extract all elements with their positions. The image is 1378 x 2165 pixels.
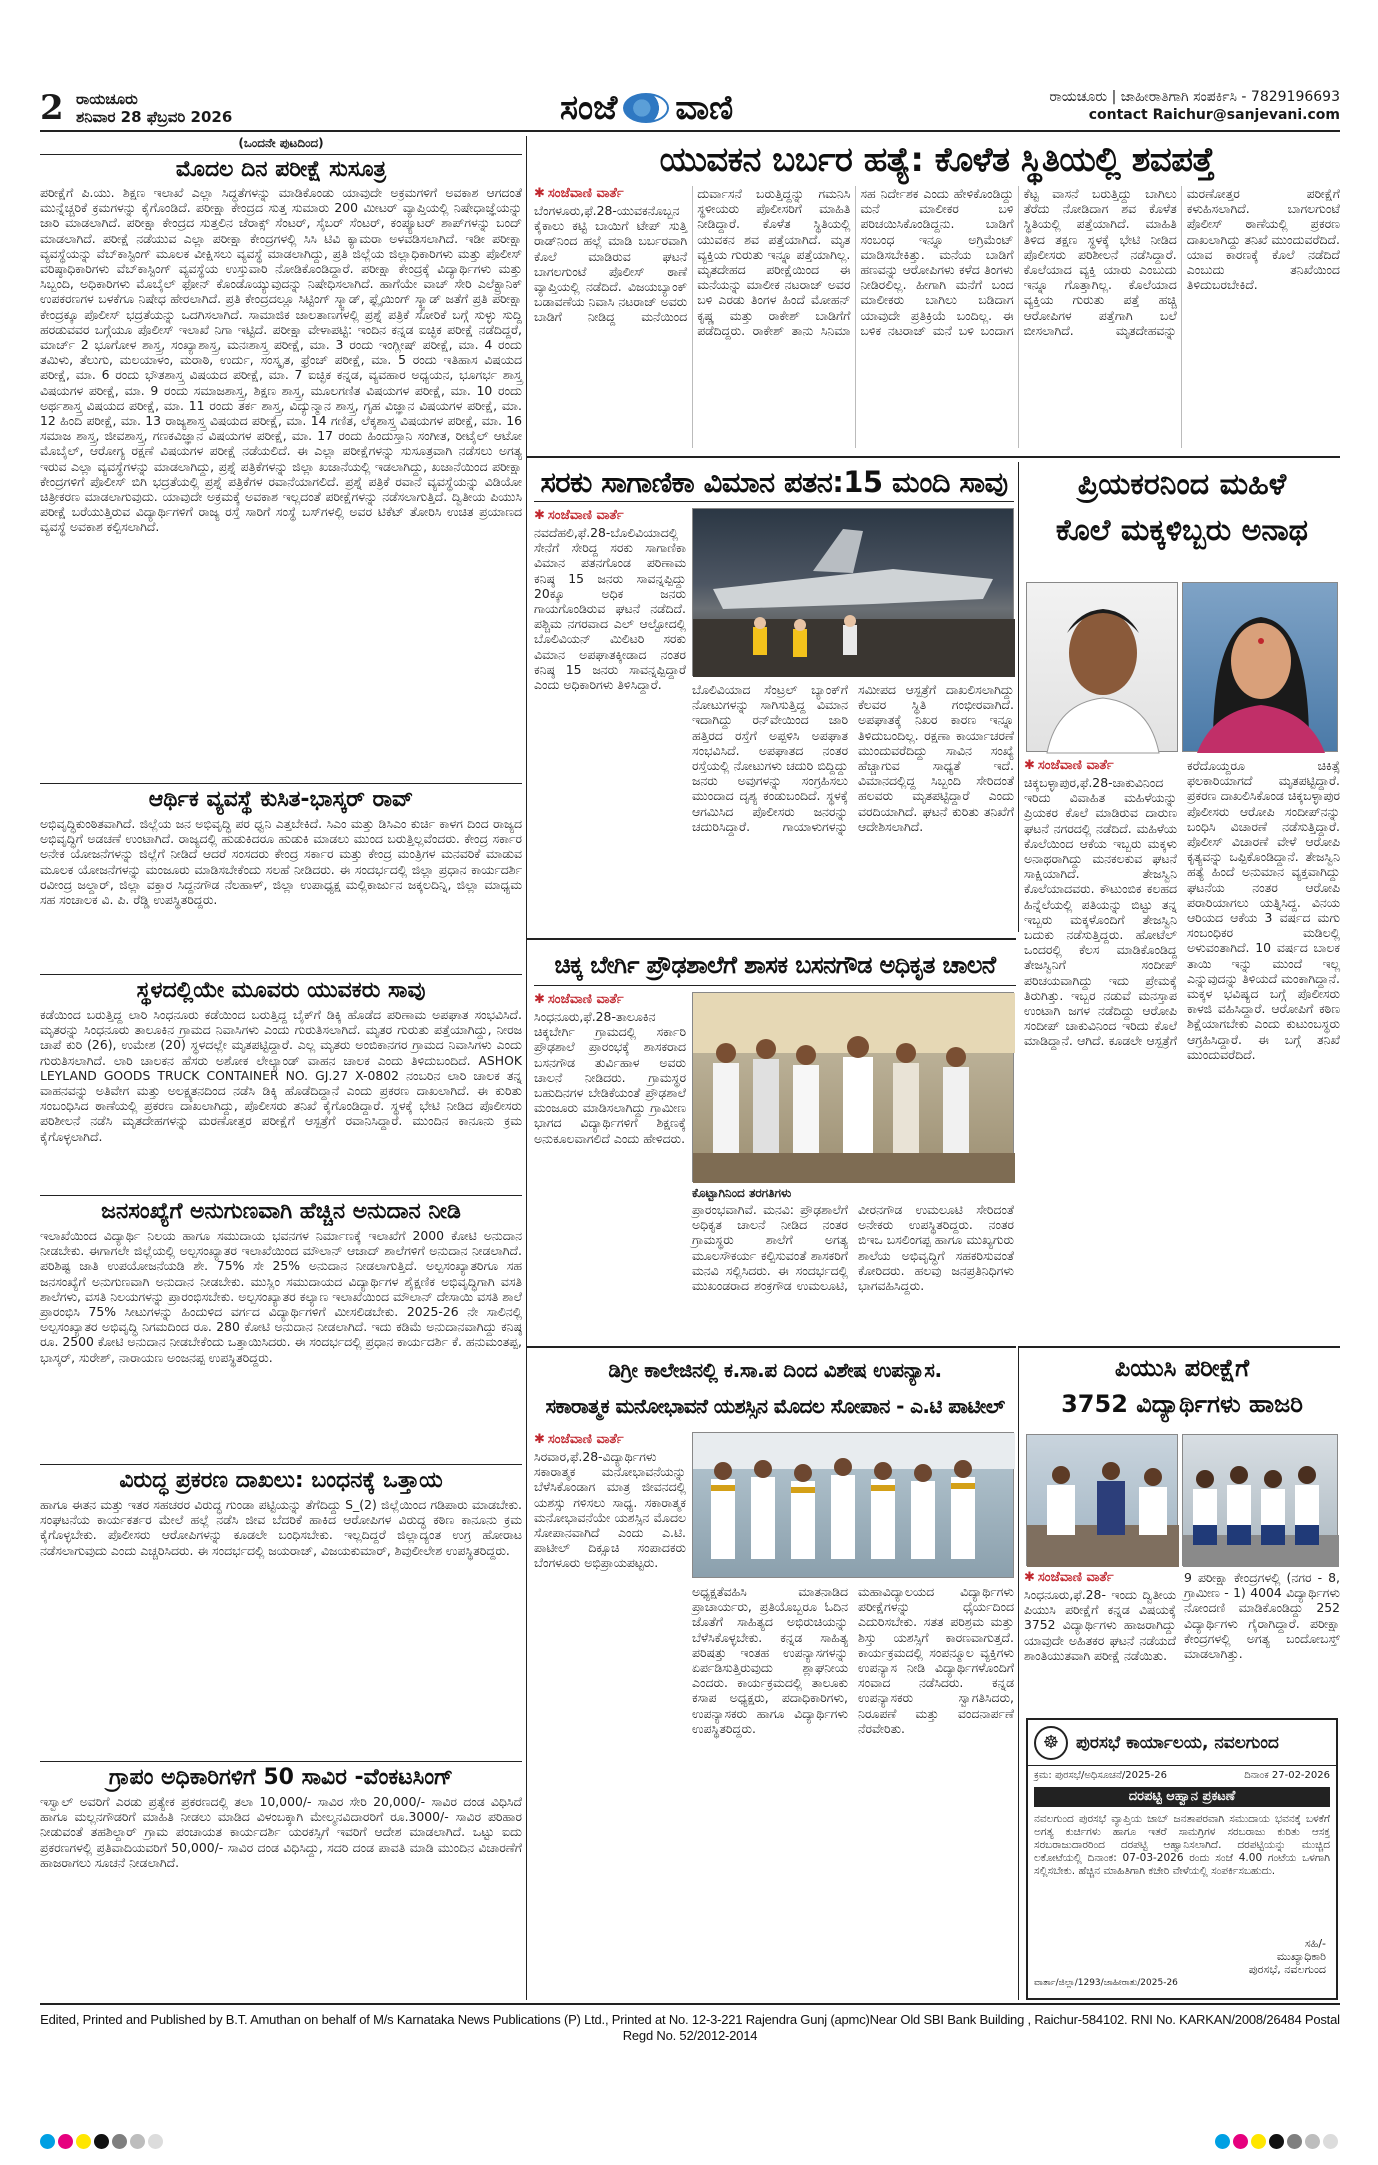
lecture-body-1: ಸಿರವಾರ,ಫೆ.28-ವಿದ್ಯಾರ್ಥಿಗಳು ಸಕಾರಾತ್ಮಕ ಮನೋಭಾವನೆಯನ್ನು ಬೆಳೆಸಿಕೊಂಡಾಗ ಮಾತ್ರ ಜೀವನದಲ್ಲಿ ಯಶಸ್ಸು ಗಳಿಸಲು ಸಾಧ್ಯ. ಸಕಾರಾತ್ಮಕ ಮನೋಭಾವನೆಯೇ ಯಶಸ್ಸಿನ ಮೊದಲ ಸೋಪಾನವಾಗಿದೆ ಎಂದು ಎ.ಟಿ. ಪಾಟೀಲ್ ದಿಕ್ಸೂಚಿ ಸಂಪಾದಕರು ಬೆಂಗಳೂರು ಅಭಿಪ್ರಾಯಪಟ್ಟರು. [534, 1449, 686, 1571]
headline-lover-2: ಕೊಲೆ ಮಕ್ಕಳಿಬ್ಬರು ಅನಾಥ [1055, 513, 1309, 548]
headline-school: ಚಿಕ್ಕ ಬೇರ್ಗಿ ಪ್ರೌಢಶಾಲೆಗೆ ಶಾಸಕ ಬಸನಗೌಡ ಅಧಿಕೃತ ಚಾಲನೆ [554, 951, 996, 979]
edition-date [76, 90, 232, 126]
swatch-yellow [76, 2134, 91, 2149]
date: ಶನಿವಾರ 28 ಫೆಬ್ರವರಿ 2026 [76, 108, 233, 126]
exam-hall-illustration [1027, 1435, 1179, 1567]
plane-crash-photo [692, 508, 1014, 676]
puc-photo-1 [1026, 1434, 1178, 1566]
municipal-notice [1026, 1718, 1338, 2000]
school-col2 [692, 1202, 1014, 1342]
imprint-line: Edited, Printed and Published by B.T. Amuthan on behalf of M/s Karnataka News Publications (P) Ltd., Printed at No. 12-3-221 Rajendra Gunj (apmc)Near Old SBI Bank Building , Raichur-584102. RNI No. KARKAN/2008/26484 Postal Regd No. 52/2012-2014 [40, 2012, 1340, 2043]
article-lover-body: ಚಿಕ್ಕಬಳ್ಳಾಪುರ,ಫೆ.28-ಚಾಕುವಿನಿಂದ ಇರಿದು ವಿವಾಹಿತ ಮಹಿಳೆಯನ್ನು ಪ್ರಿಯಕರ ಕೊಲೆ ಮಾಡಿರುವ ದಾರುಣ ಘಟನೆ ನಗರದಲ್ಲಿ ನಡೆದಿದೆ. ಮಹಿಳೆಯ ಕೊಲೆಯಿಂದ ಆಕೆಯ ಇಬ್ಬರು ಮಕ್ಕಳು ಅನಾಥರಾಗಿದ್ದು ಮನಕಲಕುವ ಘಟನೆ ಸಾಕ್ಷಿಯಾಗಿದೆ. ತೇಜಸ್ವಿನಿ ಕೊಲೆಯಾದವರು. ಕೌಟುಂಬಿಕ ಕಲಹದ ಹಿನ್ನೆಲೆಯಲ್ಲಿ ಪತಿಯನ್ನು ಬಿಟ್ಟು ತನ್ನ ಇಬ್ಬರು ಮಕ್ಕಳೊಂದಿಗೆ ತೇಜಸ್ವಿನಿ ಬದುಕು ನಡೆಸುತ್ತಿದ್ದರು. ಹೋಟೆಲ್ ಒಂದರಲ್ಲಿ ಕೆಲಸ ಮಾಡಿಕೊಂಡಿದ್ದ ತೇಜಸ್ವಿನಿಗೆ ಸಂದೀಪ್ ಪರಿಚಯವಾಗಿದ್ದು ಇದು ಪ್ರೇಮಕ್ಕೆ ತಿರುಗಿತ್ತು. ಇಬ್ಬರ ನಡುವೆ ಮನಸ್ತಾಪ ಉಂಟಾಗಿ ಜಗಳ ನಡೆದಿದ್ದು ಆರೋಪಿ ಸಂದೀಪ್ ಚಾಕುವಿನಿಂದ ಇರಿದು ಕೊಲೆ ಮಾಡಿದ್ದಾನೆ. ಆಗಿದೆ. ಕೂಡಲೇ ಆಸ್ಪತ್ರೆಗೆ ಕರೆದೊಯ್ದರೂ ಚಿಕಿತ್ಸೆ ಫಲಕಾರಿಯಾಗದೆ ಮೃತಪಟ್ಟಿದ್ದಾರೆ. ಪ್ರಕರಣ ದಾಖಲಿಸಿಕೊಂಡ ಚಿಕ್ಕಬಳ್ಳಾಪುರ ಪೊಲೀಸರು ಆರೋಪಿ ಸಂದೀಪ್‌ನನ್ನು ಬಂಧಿಸಿ ವಿಚಾರಣೆ ನಡೆಸುತ್ತಿದ್ದಾರೆ. ಪೊಲೀಸ್ ವಿಚಾರಣೆ ವೇಳೆ ಆರೋಪಿ ಕೃತ್ಯವನ್ನು ಒಪ್ಪಿಕೊಂಡಿದ್ದಾನೆ. ತೇಜಸ್ವಿನಿ ಹತ್ಯೆ ಹಿಂದೆ ಅನುಮಾನ ವ್ಯಕ್ತವಾಗಿದ್ದು ಘಟನೆಯ ನಂತರ ಆರೋಪಿ ಪರಾರಿಯಾಗಲು ಯತ್ನಿಸಿದ್ದ. ವಿನಯ ಆರಿಯದ ಆಕೆಯ 3 ವರ್ಷದ ಮಗು ಸಂಬಂಧಿಕರ ಮಡಿಲಲ್ಲಿ ಅಳುವಂತಾಗಿದೆ. 10 ವರ್ಷದ ಬಾಲಕ ತಾಯಿ ಇನ್ನು ಮುಂದೆ ಇಲ್ಲ ಎನ್ನುವುದನ್ನು ತಿಳಿಯದೆ ಮಂಕಾಗಿದ್ದಾನೆ. ಮಕ್ಕಳ ಭವಿಷ್ಯದ ಬಗ್ಗೆ ಪೊಲೀಸರು ಕಾಳಜಿ ವಹಿಸಿದ್ದಾರೆ. ಆರೋಪಿಗೆ ಕಠಿಣ ಶಿಕ್ಷೆಯಾಗಬೇಕು ಎಂದು ಕುಟುಂಬಸ್ಥರು ಆಗ್ರಹಿಸಿದ್ದಾರೆ. ಈ ಬಗ್ಗೆ ತನಿಖೆ ಮುಂದುವರೆದಿದೆ. [1024, 758, 1340, 1062]
notice-header [1028, 1720, 1336, 1766]
star-icon: ✱ [534, 186, 545, 201]
lecture-body-2: ಅಧ್ಯಕ್ಷತೆವಹಿಸಿ ಮಾತನಾಡಿದ ಪ್ರಾಚಾರ್ಯರು, ಪ್ರತಿಯೊಬ್ಬರೂ ಓದಿನ ಜೊತೆಗೆ ಸಾಹಿತ್ಯದ ಅಭಿರುಚಿಯನ್ನು ಬೆಳೆಸಿಕೊಳ್ಳಬೇಕು. ಕನ್ನಡ ಸಾಹಿತ್ಯ ಪರಿಷತ್ತು ಇಂತಹ ಉಪನ್ಯಾಸಗಳನ್ನು ಏರ್ಪಡಿಸುತ್ತಿರುವುದು ಶ್ಲಾಘನೀಯ ಎಂದರು. ಕಾರ್ಯಕ್ರಮದಲ್ಲಿ ತಾಲೂಕು ಕಸಾಪ ಅಧ್ಯಕ್ಷರು, ಪದಾಧಿಕಾರಿಗಳು, ಉಪನ್ಯಾಸಕರು ಹಾಗೂ ವಿದ್ಯಾರ್ಥಿಗಳು ಉಪಸ್ಥಿತರಿದ್ದರು. [692, 1584, 848, 1736]
swatch-black [94, 2134, 109, 2149]
school-photo-caption: ಕೊಟ್ಟಾಗಿನಿಂದ ತರಗತಿಗಳು [692, 1186, 792, 1200]
article-economy-body: ಅಭಿವೃದ್ಧಿಕುಂಠಿತವಾಗಿದೆ. ಜಿಲ್ಲೆಯ ಜನ ಅಭಿವೃದ್ಧಿ ಪರ ಧ್ವನಿ ಎತ್ತಬೇಕಿದೆ. ಸಿಎಂ ಮತ್ತು ಡಿಸಿಎಂ ಕುರ್ಚಿ ಕಾಳಗ ದಿಂದ ರಾಜ್ಯದ ಅಭಿವೃದ್ಧಿಗೆ ಅಡಚಣೆ ಉಂಟಾಗಿದೆ. ರಾಜ್ಯದಲ್ಲಿ ಹುಡುಕಿದರೂ ಹುಡುಕಿ ಮಾಡಲು ಮುಂದ ಬರುತ್ತಿಲ್ಲವೆಂದರು. ಕೇಂದ್ರ ಸರ್ಕಾರ ಅನೇಕ ಯೋಜನೆಗಳನ್ನು ಜಿಲ್ಲೆಗೆ ನೀಡಿದೆ ಆದರೆ ಸಂಸದರು ಕೇಂದ್ರ ಸರ್ಕಾರ ಮತ್ತು ಕೇಂದ್ರ ಮಂತ್ರಿಗಳ ಮನವರಿಕೆ ಮಾಡುವ ಮೂಲಕ ಯೋಜನೆಗಳನ್ನು ಮಂಜೂರು ಮಾಡಿಸಬೇಕೆಂದು ಸಲಹೆ ನೀಡಿದರು. ಈ ಸಂದರ್ಭದಲ್ಲಿ ಜಿಲ್ಲಾ ಪ್ರಧಾನ ಕಾರ್ಯದರ್ಶಿ ರವೀಂದ್ರ ಜಲ್ದಾರ್, ಜಿಲ್ಲಾ ವಕ್ತಾರ ಸಿದ್ದನಗೌಡ ನೆಲಹಾಳ್, ಜಿಲ್ಲಾ ಉಪಾಧ್ಯಕ್ಷ ಮಲ್ಲಿಕಾರ್ಜುನ ಜಕ್ಕಲದಿನ್ನಿ, ಜಿಲ್ಲಾ ಮಾಧ್ಯಮ ಸಹ ಸಂಚಾಲಕ ವಿ. ಪಿ. ರೆಡ್ಡಿ ಉಪಸ್ಥಿತರಿದ್ದರು. [40, 816, 522, 908]
logo-text-1: ಸಂಜೆ [560, 88, 618, 128]
lecture-photo [692, 1432, 1014, 1578]
article-exam-body: ಪರೀಕ್ಷೆಗೆ ಪಿ.ಯು. ಶಿಕ್ಷಣ ಇಲಾಖೆ ಎಲ್ಲಾ ಸಿದ್ಧತೆಗಳನ್ನು ಮಾಡಿಕೊಂಡು ಯಾವುದೇ ಅಕ್ರಮಗಳಿಗೆ ಅವಕಾಶ ಆಗದಂತೆ ಮುನ್ನೆಚ್ಚರಿಕೆ ಕ್ರಮಗಳನ್ನು ಕೈಗೊಂಡಿದೆ. ಪರೀಕ್ಷಾ ಕೇಂದ್ರದ ಸುತ್ತ ಸುಮಾರು 200 ಮೀಟರ್ ವ್ಯಾಪ್ತಿಯಲ್ಲಿ ನಿಷೇಧಾಜ್ಞೆಯನ್ನು ಜಾರಿ ಮಾಡಲಾಗಿದೆ. ಪರೀಕ್ಷಾ ಕೇಂದ್ರದ ಸುತ್ತಲಿನ ಜೆರಾಕ್ಸ್ ಸೆಂಟರ್, ಸೈಬರ್ ಸೆಂಟರ್, ಕಂಪ್ಯೂಟರ್ ಶಾಪ್‌ಗಳನ್ನು ಬಂದ್ ಮಾಡಲಾಗಿದೆ. ಪರೀಕ್ಷೆ ನಡೆಯುವ ಎಲ್ಲಾ ಪರೀಕ್ಷಾ ಕೇಂದ್ರಗಳಲ್ಲಿ ಸಿಸಿ ಟಿವಿ ಕ್ಯಾಮರಾ ಅಳವಡಿಸಲಾಗಿದೆ. ಇಡೀ ಪರೀಕ್ಷಾ ವ್ಯವಸ್ಥೆಯನ್ನು ವೆಬ್‌ಕಾಸ್ಟಿಂಗ್ ಮೂಲಕ ವೀಕ್ಷಿಸಲು ವ್ಯವಸ್ಥೆ ಮಾಡಲಾಗಿದ್ದು, ಪ್ರತಿ ಜಿಲ್ಲೆಯ ಜಿಲ್ಲಾಧಿಕಾರಿಗಳು ಮತ್ತು ಪೊಲೀಸ್ ವರಿಷ್ಠಾಧಿಕಾರಿಗಳು ವೆಬ್‌ಕಾಸ್ಟಿಂಗ್ ವ್ಯವಸ್ಥೆಯ ಉಸ್ತುವಾರಿ ನೋಡಿಕೊಂಡಿದ್ದಾರೆ. ಪರೀಕ್ಷಾ ಕೇಂದ್ರಕ್ಕೆ ವಿದ್ಯಾರ್ಥಿಗಳು ಮತ್ತು ಸಿಬ್ಬಂದಿ, ಅಧಿಕಾರಿಗಳು ಮೊಬೈಲ್ ಫೋನ್ ಕೊಂಡೊಯ್ಯುವುದನ್ನು ನಿಷೇಧಿಸಲಾಗಿದೆ. ಹಾಗೆಯೇ ವಾಚ್ ಸೇರಿ ಎಲೆಕ್ಟ್ರಾನಿಕ್ ಉಪಕರಣಗಳ ಬಳಕೆಗೂ ನಿಷೇಧ ಹೇರಲಾಗಿದೆ. ಪ್ರತಿ ಕೇಂದ್ರದಲ್ಲೂ ಸಿಟ್ಟಿಂಗ್ ಸ್ಕ್ವಾಡ್, ಫ್ಲೈಯಿಂಗ್ ಸ್ಕ್ವಾಡ್ ಜತೆಗೆ ಪ್ರತಿ ಪರೀಕ್ಷಾ ಕೇಂದ್ರಕ್ಕೂ ಪೊಲೀಸ್ ಭದ್ರತೆಯನ್ನು ಒದಗಿಸಲಾಗಿದೆ. ಸಾಮಾಜಿಕ ಜಾಲತಾಣಗಳಲ್ಲಿ ಪ್ರಶ್ನೆ ಪತ್ರಿಕೆ ಸೋರಿಕೆ ಬಗ್ಗೆ ಸುಳ್ಳು ಸುದ್ದಿ ಹರಡುವವರ ಬಗ್ಗೆಯೂ ಪೊಲೀಸ್ ಇಲಾಖೆ ನಿಗಾ ಇಟ್ಟಿದೆ. ಪರೀಕ್ಷಾ ವೇಳಾಪಟ್ಟಿ: ಇಂದಿನ ಕನ್ನಡ ಐಚ್ಛಿಕ ಪರೀಕ್ಷೆ ನಡೆದಿದ್ದರೆ, ಮಾರ್ಚ್ 2 ಭೂಗೋಳ ಶಾಸ್ತ್ರ, ಸಂಖ್ಯಾಶಾಸ್ತ್ರ, ಮನಃಶಾಸ್ತ್ರ ಪರೀಕ್ಷೆ, ಮಾ. 3 ರಂದು ಇಂಗ್ಲೀಷ್ ಪರೀಕ್ಷೆ, ಮಾ. 4 ರಂದು ತಮಿಳು, ತೆಲುಗು, ಮಲಯಾಳಂ, ಮರಾಠಿ, ಉರ್ದು, ಸಂಸ್ಕೃತ, ಫ್ರೆಂಚ್ ಪರೀಕ್ಷೆ, ಮಾ. 5 ರಂದು ಇತಿಹಾಸ ವಿಷಯದ ಪರೀಕ್ಷೆ, ಮಾ. 6 ರಂದು ಭೌತಶಾಸ್ತ್ರ ವಿಷಯದ ಪರೀಕ್ಷೆ, ಮಾ. 7 ಐಚ್ಛಿಕ ಕನ್ನಡ, ವ್ಯವಹಾರ ಅಧ್ಯಯನ, ಭೂಗರ್ಭ ಶಾಸ್ತ್ರ ವಿಷಯಗಳ ಪರೀಕ್ಷೆ, ಮಾ. 9 ರಂದು ಸಮಾಜಶಾಸ್ತ್ರ, ಶಿಕ್ಷಣ ಶಾಸ್ತ್ರ, ಮೂಲಗಣಿತ ವಿಷಯಗಳ ಪರೀಕ್ಷೆ, ಮಾ. 10 ರಂದು ಅರ್ಥಶಾಸ್ತ್ರ ವಿಷಯದ ಪರೀಕ್ಷೆ, ಮಾ. 11 ರಂದು ತರ್ಕ ಶಾಸ್ತ್ರ, ವಿದ್ಯುನ್ಮಾನ ಶಾಸ್ತ್ರ, ಗೃಹ ವಿಜ್ಞಾನ ವಿಷಯಗಳ ಪರೀಕ್ಷೆ, ಮಾ. 12 ಹಿಂದಿ ಪರೀಕ್ಷೆ, ಮಾ. 13 ರಾಜ್ಯಶಾಸ್ತ್ರ ವಿಷಯದ ಪರೀಕ್ಷೆ, ಮಾ. 14 ಗಣಿತ, ಲೆಕ್ಕಶಾಸ್ತ್ರ ವಿಷಯಗಳ ಪರೀಕ್ಷೆ, ಮಾ. 16 ಸಮಾಜ ಶಾಸ್ತ್ರ, ಜೀವಶಾಸ್ತ್ರ, ಗಣಕವಿಜ್ಞಾನ ವಿಷಯಗಳ ಪರೀಕ್ಷೆ, ಮಾ. 17 ರಂದು ಹಿಂದುಸ್ತಾನಿ ಸಂಗೀತ, ರೀಟೈಲ್ ಆಟೋ ಮೊಬೈಲ್, ಆರೋಗ್ಯ ರಕ್ಷಣೆ ವಿಷಯಗಳ ಪರೀಕ್ಷೆ ನಡೆಯಲಿದೆ. ಈ ಎಲ್ಲಾ ಪರೀಕ್ಷೆಗಳನ್ನು ಸುಸೂತ್ರವಾಗಿ ನಡೆಸಲು ಅಗತ್ಯ ಇರುವ ಎಲ್ಲಾ ವ್ಯವಸ್ಥೆಗಳನ್ನು ಮಾಡಲಾಗಿದ್ದು, ಪ್ರಶ್ನೆ ಪತ್ರಿಕೆಗಳನ್ನು ಜಿಲ್ಲಾ ಖಜಾನೆಯಲ್ಲಿ ಇಡಲಾಗಿದ್ದು, ಖಜಾನೆಯಿಂದ ಪರೀಕ್ಷಾ ಕೇಂದ್ರಗಳಿಗೆ ಪೊಲೀಸ್ ಬಿಗಿ ಭದ್ರತೆಯಲ್ಲಿ ಪ್ರಶ್ನೆ ಪತ್ರಿಕೆಗಳ ರವಾನೆಯಾಗಲಿದೆ. ಪ್ರಶ್ನೆ ಪತ್ರಿಕೆ ರವಾನೆ ವ್ಯವಸ್ಥೆಯನ್ನು ವಿಡಿಯೋ ಚಿತ್ರೀಕರಣ ಮಾಡಲಾಗುವುದು. ಯಾವುದೇ ಅಕ್ರಮಕ್ಕೆ ಅವಕಾಶ ಇಲ್ಲದಂತೆ ಪರೀಕ್ಷೆಗಳನ್ನು ನಡೆಸಲಾಗುತ್ತಿದೆ. ದ್ವಿತೀಯ ಪಿಯುಸಿ ಪರೀಕ್ಷೆ ಬರೆಯುತ್ತಿರುವ ವಿದ್ಯಾರ್ಥಿಗಳಿಗೆ ರಾಜ್ಯ ರಸ್ತೆ ಸಾರಿಗೆ ಸಂಸ್ಥೆ ಬಸ್‌ಗಳಲ್ಲಿ ಅವರ ಟಿಕೆಟ್ ತೋರಿಸಿ ಉಚಿತ ಪ್ರಯಾಣದ ವ್ಯವಸ್ಥೆ ಅವಕಾಶ ಕಲ್ಪಿಸಲಾಗಿದೆ. [40, 185, 522, 535]
article-accident-body: ಕಡೆಯಿಂದ ಬರುತ್ತಿದ್ದ ಲಾರಿ ಸಿಂಧನೂರು ಕಡೆಯಿಂದ ಬರುತ್ತಿದ್ದ ಬೈಕ್‌ಗೆ ಡಿಕ್ಕಿ ಹೊಡೆದ ಪರಿಣಾಮ ಅಪಘಾತ ಸಂಭವಿಸಿದೆ. ಮೃತರನ್ನು ಸಿಂಧನೂರು ತಾಲೂಕಿನ ಗ್ರಾಮದ ನಿವಾಸಿಗಳು ಎಂದು ಗುರುತಿಸಲಾಗಿದೆ. ಮೃತರ ಗುರುತು ಪತ್ತೆಯಾಗಿದ್ದು, ನೀರಜ ಚಾಪೆ ಕುರಿ (26), ಉಮೇಶ (20) ಸ್ಥಳದಲ್ಲೇ ಮೃತಪಟ್ಟಿದ್ದಾರೆ. ಎಲ್ಲ ಮೃತರು ಅಂಬಿಕಾನಗರ ಗ್ರಾಮದ ನಿವಾಸಿಗಳು ಎಂದು ಗುರುತಿಸಲಾಗಿದೆ. ಲಾರಿ ಚಾಲಕನ ಹೆಸರು ಅಶೋಕ ಲೇಲ್ಯಾಂಡ್ ವಾಹನ ಚಾಲಕ ಎಂದು ತಿಳಿದುಬಂದಿದೆ. ASHOK LEYLAND GOODS TRUCK CONTAINER NO. GJ.27 X-0802 ನಂಬರಿನ ಲಾರಿ ಚಾಲಕ ತನ್ನ ವಾಹನವನ್ನು ಅತಿವೇಗ ಮತ್ತು ಅಲಕ್ಷ್ಯತನದಿಂದ ನಡೆಸಿ ಡಿಕ್ಕಿ ಹೊಡೆದಿದ್ದಾನೆ ಎಂದು ಪ್ರಕರಣ ದಾಖಲಾಗಿದೆ. ಈ ಕುರಿತು ಸಂಬಂಧಿಸಿದ ಠಾಣೆಯಲ್ಲಿ ಪ್ರಕರಣ ದಾಖಲಾಗಿದ್ದು, ಪೊಲೀಸರು ತನಿಖೆ ಕೈಗೊಂಡಿದ್ದಾರೆ. ಸ್ಥಳಕ್ಕೆ ಭೇಟಿ ನೀಡಿದ ಪೊಲೀಸರು ಪರಿಶೀಲನೆ ನಡೆಸಿ ಮೃತದೇಹಗಳನ್ನು ಮರಣೋತ್ತರ ಪರೀಕ್ಷೆಗೆ ಆಸ್ಪತ್ರೆಗೆ ರವಾನಿಸಿದ್ದಾರೆ. ಮುಂದಿನ ಕಾನೂನು ಕ್ರಮ ಕೈಗೊಳ್ಳಲಾಗಿದೆ. [40, 1007, 522, 1144]
section-rule [526, 938, 1016, 940]
headline-plane-wrap [534, 462, 1014, 502]
headline-case: ವಿರುದ್ಧ ಪ್ರಕರಣ ದಾಖಲು: ಬಂಧನಕ್ಕೆ ಒತ್ತಾಯ [40, 1464, 522, 1497]
school-body-2: ಪ್ರಾರಂಭವಾಗಿವೆ. ಮನವಿ: ಪ್ರೌಢಶಾಲೆಗೆ ಅಧಿಕೃತ ಚಾಲನೆ ನೀಡಿದ ನಂತರ ಗ್ರಾಮಸ್ಥರು ಶಾಲೆಗೆ ಅಗತ್ಯ ಮೂಲಸೌಕರ್ಯ ಕಲ್ಪಿಸುವಂತೆ ಶಾಸಕರಿಗೆ ಮನವಿ ಸಲ್ಲಿಸಿದರು. ಈ ಸಂದರ್ಭದಲ್ಲಿ ಮುಖಂಡರಾದ ಶಂಕ್ರಗೌಡ ಉಮಲೂಟಿ, ವೀರನಗೌಡ ಉಮಲೂಟಿ ಸೇರಿದಂತೆ ಅನೇಕರು ಉಪಸ್ಥಿತರಿದ್ದರು. ನಂತರ ಬಿಇಒ ಬಸಲಿಂಗಪ್ಪ ಹಾಗೂ ಮುಖ್ಯಗುರು ಶಾಲೆಯ ಅಭಿವೃದ್ಧಿಗೆ ಸಹಕರಿಸುವಂತೆ ಕೋರಿದರು. ಹಲವು ಜನಪ್ರತಿನಿಧಿಗಳು ಭಾಗವಹಿಸಿದ್ದರು. [692, 1202, 1014, 1294]
article-fine-body: ಇಸ್ವಾಲ್ ಅವರಿಗೆ ಎರಡು ಪ್ರತ್ಯೇಕ ಪ್ರಕರಣದಲ್ಲಿ ತಲಾ 10,000/- ಸಾವಿರ ಸೇರಿ 20,000/- ಸಾವಿರ ದಂಡ ವಿಧಿಸಿದೆ ಹಾಗೂ ಮಲ್ಲನಗೌಡರಿಗೆ ಮಾಹಿತಿ ನೀಡಲು ಮಾಡಿದ ವಿಳಂಬಕ್ಕಾಗಿ ಮೇಲ್ಮನವಿದಾರರಿಗೆ ರೂ.3000/- ಸಾವಿರ ಪರಿಹಾರ ನೀಡುವಂತೆ ತಹಶಿಲ್ದಾರ್ ಗ್ರಾಮ ಪಂಚಾಯತ ಕಾರ್ಯದರ್ಶಿ ಯರಕಸ್ಸಿಗೆ ಇವರಿಗೆ ಆದೇಶ ಮಾಡಲಾಗಿದೆ. ಒಟ್ಟು ಐದು ಪ್ರಕರಣಗಳಲ್ಲಿ ಪ್ರತಿವಾದಿಯವರಿಗೆ 50,000/- ಸಾವಿರ ದಂಡ ವಿಧಿಸಿದ್ದು, ಸದರಿ ದಂಡ ಪಾವತಿ ಮಾಡಿ ಮುಂದಿನ ವಿಚಾರಣೆಗೆ ಹಾಜರಾಗಲು ಸೂಚನೆ ನೀಡಲಾಗಿದೆ. [40, 1794, 522, 1870]
article-murder [534, 186, 1340, 448]
headline-grant: ಜನಸಂಖ್ಯೆಗೆ ಅನುಗುಣವಾಗಿ ಹೆಚ್ಚಿನ ಅನುದಾನ ನೀಡಿ [40, 1195, 522, 1228]
school-body-1: ಸಿಂಧನೂರು,ಫೆ.28-ತಾಲೂಕಿನ ಚಿಕ್ಕಬೇರ್ಗಿ ಗ್ರಾಮದಲ್ಲಿ ಸರ್ಕಾರಿ ಪ್ರೌಢಶಾಲೆ ಪ್ರಾರಂಭಕ್ಕೆ ಶಾಸಕರಾದ ಬಸನಗೌಡ ತುರ್ವಿಹಾಳ ಅವರು ಚಾಲನೆ ನೀಡಿದರು. ಗ್ರಾಮಸ್ಥರ ಬಹುದಿನಗಳ ಬೇಡಿಕೆಯಂತೆ ಪ್ರೌಢಶಾಲೆ ಮಂಜೂರು ಮಾಡಿಸಲಾಗಿದ್ದು ಗ್ರಾಮೀಣ ಭಾಗದ ವಿದ್ಯಾರ್ಥಿಗಳಿಗೆ ಶಿಕ್ಷಣಕ್ಕೆ ಅನುಕೂಲವಾಗಲಿದೆ ಎಂದು ಹೇಳಿದರು. [534, 1009, 686, 1146]
school-col1 [534, 992, 686, 1342]
swatch-pale [148, 2134, 163, 2149]
registration-swatches-left [40, 2134, 163, 2149]
headline-accident: ಸ್ಥಳದಲ್ಲಿಯೇ ಮೂವರು ಯುವಕರು ಸಾವು [40, 974, 522, 1007]
left-column [40, 136, 522, 2000]
notice-date: ದಿನಾಂಕ 27-02-2026 [1244, 1770, 1330, 1781]
column-divider [1018, 1346, 1019, 2000]
plane-crash-illustration [693, 509, 1015, 677]
accused-photo [1026, 582, 1178, 752]
newspaper-logo [560, 88, 733, 128]
lecture-illustration [693, 1433, 1015, 1579]
byline-murder: ✱ ಸಂಜೆವಾಣಿ ವಾರ್ತೆ [534, 186, 624, 201]
byline-plane: ✱ ಸಂಜೆವಾಣಿ ವಾರ್ತೆ [534, 508, 624, 523]
byline-lover: ✱ ಸಂಜೆವಾಣಿ ವಾರ್ತೆ [1024, 758, 1114, 773]
notice-ref: ಕ್ರಮ: ಪುರಸಭೆ/ಅಧಿಸೂಚನೆ/2025-26 [1034, 1770, 1167, 1781]
masthead [40, 88, 1340, 132]
edition: ರಾಯಚೂರು [76, 90, 138, 108]
notice-signature: ಸಹಿ/- ಮುಖ್ಯಾಧಿಕಾರಿ ಪುರಸಭೆ, ನವಲಗುಂದ [1248, 1937, 1326, 1976]
man-portrait [1027, 583, 1179, 753]
footer-rule [40, 2003, 1340, 2005]
headline-exam: ಮೊದಲ ದಿನ ಪರೀಕ್ಷೆ ಸುಸೂತ್ರ [40, 154, 522, 185]
swatch-magenta [58, 2134, 73, 2149]
logo-bird-icon [623, 93, 669, 123]
woman-portrait [1183, 583, 1339, 753]
headline-murder: ಯುವಕನ ಬರ್ಬರ ಹತ್ಯೆ: ಕೊಳೆತ ಸ್ಥಿತಿಯಲ್ಲಿ ಶವಪತ್ತೆ [659, 140, 1215, 180]
registration-swatches-right [1215, 2134, 1338, 2149]
plane-body-2: ಬೊಲಿವಿಯಾದ ಸೆಂಟ್ರಲ್ ಬ್ಯಾಂಕ್‌ಗೆ ನೋಟುಗಳನ್ನು ಸಾಗಿಸುತ್ತಿದ್ದ ವಿಮಾನ ಇದಾಗಿದ್ದು ರನ್‌ವೇಯಿಂದ ಜಾರಿ ಹತ್ತಿರದ ರಸ್ತೆಗೆ ಅಪ್ಪಳಿಸಿ ಅಪಘಾತ ಸಂಭವಿಸಿದೆ. ಅಪಘಾತದ ನಂತರ ರಸ್ತೆಯಲ್ಲಿ ನೋಟುಗಳು ಚದುರಿ ಬಿದ್ದಿದ್ದು ಜನರು ಅವುಗಳನ್ನು ಸಂಗ್ರಹಿಸಲು ಮುಂದಾದ ದೃಶ್ಯ ಕಂಡುಬಂದಿದೆ. ಸ್ಥಳಕ್ಕೆ ಆಗಮಿಸಿದ ಪೊಲೀಸರು ಜನರನ್ನು ಚದುರಿಸಿದ್ದಾರೆ. ಗಾಯಾಳುಗಳನ್ನು ಸಮೀಪದ ಆಸ್ಪತ್ರೆಗೆ ದಾಖಲಿಸಲಾಗಿದ್ದು ಕೆಲವರ ಸ್ಥಿತಿ ಗಂಭೀರವಾಗಿದೆ. ಅಪಘಾತಕ್ಕೆ ನಿಖರ ಕಾರಣ ಇನ್ನೂ ತಿಳಿದುಬಂದಿಲ್ಲ. ರಕ್ಷಣಾ ಕಾರ್ಯಾಚರಣೆ ಮುಂದುವರೆದಿದ್ದು ಸಾವಿನ ಸಂಖ್ಯೆ ಹೆಚ್ಚಾಗುವ ಸಾಧ್ಯತೆ ಇದೆ. ವಿಮಾನದಲ್ಲಿದ್ದ ಸಿಬ್ಬಂದಿ ಸೇರಿದಂತೆ ಹಲವರು ಮೃತಪಟ್ಟಿದ್ದಾರೆ ಎಂದು ವರದಿಯಾಗಿದೆ. ಘಟನೆ ಕುರಿತು ತನಿಖೆಗೆ ಆದೇಶಿಸಲಾಗಿದೆ. [692, 682, 1014, 834]
headline-economy: ಆರ್ಥಿಕ ವ್ಯವಸ್ಥೆ ಕುಸಿತ-ಭಾಸ್ಕರ್ ರಾವ್ [40, 783, 522, 816]
masthead-contact [1049, 88, 1340, 124]
column-divider [526, 136, 527, 2000]
school-event-photo [692, 992, 1014, 1182]
email-contact: contact Raichur@sanjevani.com [1088, 107, 1340, 123]
lecture-col2 [692, 1584, 1014, 1996]
article-grant-body: ಇಲಾಖೆಯಿಂದ ವಿದ್ಯಾರ್ಥಿ ನಿಲಯ ಹಾಗೂ ಸಮುದಾಯ ಭವನಗಳ ನಿರ್ಮಾಣಕ್ಕೆ ಇಲಾಖೆಗೆ 2000 ಕೋಟಿ ಅನುದಾನ ನೀಡಬೇಕು. ಈಗಾಗಲೇ ಜಿಲ್ಲೆಯಲ್ಲಿ ಅಲ್ಪಸಂಖ್ಯಾತರ ಇಲಾಖೆಯಿಂದ ಮೌಲಾನ್ ಆಜಾದ್ ಶಾಲೆಗಳಿಗೆ ಅನುದಾನ ನೀಡಲಾಗಿದೆ. ಪರಿಶಿಷ್ಟ ಜಾತಿ ಉಪಯೋಜನೆಯಡಿ ಶೇ. 75% ಸೇ 25% ಅನುದಾನ ನೀಡಲಾಗುತ್ತಿದೆ. ಅಲ್ಪಸಂಖ್ಯಾತರಿಗೂ ಸಹ ಜನಸಂಖ್ಯೆಗೆ ಅನುಗುಣವಾಗಿ ಅನುದಾನ ನೀಡಬೇಕು. ಮುಸ್ಲಿಂ ಸಮುದಾಯದ ವಿದ್ಯಾರ್ಥಿಗಳ ಶೈಕ್ಷಣಿಕ ಅಭಿವೃದ್ಧಿಗಾಗಿ ವಸತಿ ಶಾಲೆಗಳು, ವಸತಿ ನಿಲಯಗಳನ್ನು ಪ್ರಾರಂಭಿಸಬೇಕು. ಅಲ್ಪಸಂಖ್ಯಾತರ ಕಲ್ಯಾಣ ಇಲಾಖೆಯಿಂದ ಮೌಲಾನ್ ದೇಸಾಯಿ ವಸತಿ ಶಾಲೆ ಪ್ರಾರಂಭಿಸಿ 75% ಸೀಟುಗಳನ್ನು ಹಿಂದುಳಿದ ವರ್ಗದ ವಿದ್ಯಾರ್ಥಿಗಳಿಗೆ ಮೀಸಲಿಡಬೇಕು. 2025-26 ನೇ ಸಾಲಿನಲ್ಲಿ ಅಲ್ಪಸಂಖ್ಯಾತರ ಅಭಿವೃದ್ಧಿ ನಿಗಮದಿಂದ ರೂ. 280 ಕೋಟಿ ಅನುದಾನ ನೀಡಲಾಗಿದೆ. ಇದು ಕಡಿಮೆ ಅನುದಾನವಾಗಿದ್ದು ಕನಿಷ್ಠ ರೂ. 2500 ಕೋಟಿ ಅನುದಾನ ನೀಡಬೇಕೆಂದು ಒತ್ತಾಯಿಸಿದರು. ಈ ಸಂದರ್ಭದಲ್ಲಿ ಪ್ರಧಾನ ಕಾರ್ಯದರ್ಶಿ ಕೆ. ಹನುಮಂತಪ್ಪ, ಭಾಸ್ಕರ್, ಸುರೇಶ್, ನಾರಾಯಣ ಅಂಜನಪ್ಪ ಉಪಸ್ಥಿತರಿದ್ದರು. [40, 1228, 522, 1365]
plane-col1 [534, 508, 686, 868]
victim-photo [1182, 582, 1338, 752]
headline-lover-wrap [1024, 462, 1340, 560]
lecture-body-3: ಮಹಾವಿದ್ಯಾಲಯದ ವಿದ್ಯಾರ್ಥಿಗಳು ಪರೀಕ್ಷೆಗಳನ್ನು ಧೈರ್ಯದಿಂದ ಎದುರಿಸಬೇಕು. ಸತತ ಪರಿಶ್ರಮ ಮತ್ತು ಶಿಸ್ತು ಯಶಸ್ಸಿಗೆ ಕಾರಣವಾಗುತ್ತದೆ. ಕಾರ್ಯಕ್ರಮದಲ್ಲಿ ಸಂಪನ್ಮೂಲ ವ್ಯಕ್ತಿಗಳು ಉಪನ್ಯಾಸ ನೀಡಿ ವಿದ್ಯಾರ್ಥಿಗಳೊಂದಿಗೆ ಸಂವಾದ ನಡೆಸಿದರು. ಕನ್ನಡ ಉಪನ್ಯಾಸಕರು ಸ್ವಾಗತಿಸಿದರು, ನಿರೂಪಣೆ ಮತ್ತು ವಂದನಾರ್ಪಣೆ ನೆರವೇರಿತು. [858, 1584, 1014, 1736]
headline-plane: ಸರಕು ಸಾಗಾಣಿಕಾ ವಿಮಾನ ಪತನ:15 ಮಂದಿ ಸಾವು [540, 465, 1008, 499]
article-case-body: ಹಾಗೂ ಈತನ ಮತ್ತು ಇತರ ಸಹಚರರ ವಿರುದ್ಧ ಗುಂಡಾ ಪಟ್ಟಿಯನ್ನು ತೆಗೆದಿದ್ದು S_(2) ಜಿಲ್ಲೆಯಿಂದ ಗಡಿಪಾರು ಮಾಡಬೇಕು. ಸಂಘಟನೆಯ ಕಾರ್ಯಕರ್ತರ ಮೇಲೆ ಹಲ್ಲೆ ನಡೆಸಿ ಜೀವ ಬೆದರಿಕೆ ಹಾಕಿದ ಆರೋಪಿಗಳ ವಿರುದ್ಧ ಕಠಿಣ ಕಾನೂನು ಕ್ರಮ ಕೈಗೊಳ್ಳಬೇಕು. ಪೊಲೀಸರು ಆರೋಪಿಗಳನ್ನು ಕೂಡಲೇ ಬಂಧಿಸಬೇಕು. ಇಲ್ಲದಿದ್ದರೆ ಜಿಲ್ಲಾದ್ಯಂತ ಉಗ್ರ ಹೋರಾಟ ನಡೆಸಲಾಗುವುದು ಎಂದು ಎಚ್ಚರಿಸಿದರು. ಈ ಸಂದರ್ಭದಲ್ಲಿ ಜಯರಾಜ್, ವಿಜಯಕುಮಾರ್, ಶಿವುಲೀಲೇಶ ಉಪಸ್ಥಿತರಿದ್ದರು. [40, 1497, 522, 1558]
puc-body-1: ಸಿಂಧನೂರು,ಫೆ.28- ಇಂದು ದ್ವಿತೀಯ ಪಿಯುಸಿ ಪರೀಕ್ಷೆಗೆ ಕನ್ನಡ ವಿಷಯಕ್ಕೆ 3752 ವಿದ್ಯಾರ್ಥಿಗಳು ಹಾಜರಾಗಿದ್ದು ಯಾವುದೇ ಅಹಿತಕರ ಘಟನೆ ನಡೆಯದೆ ಶಾಂತಿಯುತವಾಗಿ ಪರೀಕ್ಷೆ ನಡೆಯಿತು. [1024, 1587, 1176, 1663]
headline-fine: ಗ್ರಾಪಂ ಅಧಿಕಾರಿಗಳಿಗೆ 50 ಸಾವಿರ -ವೆಂಕಟಸಿಂಗ್ [40, 1761, 522, 1794]
emblem-icon: ☸ [1034, 1726, 1068, 1760]
swatch-light [130, 2134, 145, 2149]
page-number: 2 [40, 88, 64, 128]
school-event-illustration [693, 993, 1015, 1183]
swatch-grey [112, 2134, 127, 2149]
notice-title: ಪುರಸಭೆ ಕಾರ್ಯಾಲಯ, ನವಲಗುಂದ [1076, 1732, 1279, 1753]
swatch-black [1269, 2134, 1284, 2149]
headline-school-wrap [534, 944, 1016, 986]
byline-school: ✱ ಸಂಜೆವಾಣಿ ವಾರ್ತೆ [534, 992, 624, 1007]
logo-text-2: ವಾಣಿ [675, 88, 734, 128]
plane-body-1: ನವದೆಹಲಿ,ಫೆ.28-ಬೊಲಿವಿಯಾದಲ್ಲಿ ಸೇನೆಗೆ ಸೇರಿದ್ದ ಸರಕು ಸಾಗಾಣಿಕಾ ವಿಮಾನ ಪತನಗೊಂಡ ಪರಿಣಾಮ ಕನಿಷ್ಠ 15 ಜನರು ಸಾವನ್ನಪ್ಪಿದ್ದು 20ಕ್ಕೂ ಅಧಿಕ ಜನರು ಗಾಯಗೊಂಡಿರುವ ಘಟನೆ ನಡೆದಿದೆ. ಪಶ್ಚಿಮ ನಗರವಾದ ಎಲ್ ಆಲ್ಟೋದಲ್ಲಿ ಬೊಲಿವಿಯನ್ ಮಿಲಿಟರಿ ಸರಕು ವಿಮಾನ ಅಪಘಾತಕ್ಕೀಡಾದ ನಂತರ ಕನಿಷ್ಠ 15 ಜನರು ಸಾವನ್ನಪ್ಪಿದ್ದಾರೆ ಎಂದು ಅಧಿಕಾರಿಗಳು ತಿಳಿಸಿದ್ದಾರೆ. [534, 525, 686, 693]
headline-puc-1: ಪಿಯುಸಿ ಪರೀಕ್ಷೆಗೆ [1114, 1354, 1250, 1382]
swatch-grey [1287, 2134, 1302, 2149]
headline-puc-2: 3752 ವಿದ್ಯಾರ್ಥಿಗಳು ಹಾಜರಿ [1061, 1390, 1303, 1418]
puc-body-2: 9 ಪರೀಕ್ಷಾ ಕೇಂದ್ರಗಳಲ್ಲಿ (ನಗರ - 8, ಗ್ರಾಮೀಣ - 1) 4004 ವಿದ್ಯಾರ್ಥಿಗಳು ನೋಂದಣಿ ಮಾಡಿಕೊಂಡಿದ್ದು 252 ವಿದ್ಯಾರ್ಥಿಗಳು ಗೈರಾಗಿದ್ದಾರೆ. ಪರೀಕ್ಷಾ ಕೇಂದ್ರಗಳಲ್ಲಿ ಅಗತ್ಯ ಬಂದೋಬಸ್ತ್ ಮಾಡಲಾಗಿತ್ತು. [1184, 1570, 1340, 1662]
notice-footer-ref: ವಾರ್ತಾ/ಜಿಲ್ಲಾ/1293/ಜಾಹೀರಾತು/2025-26 [1034, 1978, 1178, 1988]
section-rule [1018, 1346, 1340, 1348]
byline-puc: ✱ ಸಂಜೆವಾಣಿ ವಾರ್ತೆ [1024, 1570, 1114, 1585]
swatch-cyan [40, 2134, 55, 2149]
headline-lover-1: ಪ್ರಿಯಕರನಿಂದ ಮಹಿಳೆ [1077, 467, 1287, 502]
byline-lecture: ✱ ಸಂಜೆವಾಣಿ ವಾರ್ತೆ [534, 1432, 624, 1447]
puc-photo-2 [1182, 1434, 1338, 1566]
lecture-col1 [534, 1432, 686, 1996]
swatch-cyan [1215, 2134, 1230, 2149]
swatch-yellow [1251, 2134, 1266, 2149]
swatch-magenta [1233, 2134, 1248, 2149]
students-illustration [1183, 1435, 1339, 1567]
section-rule [526, 1346, 1016, 1348]
notice-subtitle: ದರಪಟ್ಟಿ ಆಹ್ವಾನ ಪ್ರಕಟಣೆ [1034, 1787, 1330, 1807]
notice-ref-row [1028, 1766, 1336, 1785]
puc-col2 [1184, 1570, 1340, 1710]
headline-puc-wrap [1024, 1350, 1340, 1430]
column-divider [1018, 462, 1019, 932]
section-rule [526, 456, 1340, 458]
ad-contact: ರಾಯಚೂರು | ಜಾಹೀರಾತಿಗಾಗಿ ಸಂಪರ್ಕಿಸಿ - 7829196693 [1049, 89, 1340, 105]
plane-col2 [692, 682, 1014, 868]
notice-body: ನವಲಗುಂದ ಪುರಸಭೆ ವ್ಯಾಪ್ತಿಯ ಜಾಬ್ ಜನತಾಪರವಾಗಿ ಸಮುದಾಯ ಭವನಕ್ಕೆ ಬಳಕೆಗೆ ಅಗತ್ಯ ಕುರ್ಚಿಗಳು ಹಾಗೂ ಇತರೆ ಸಾಮಗ್ರಿಗಳ ಸರಬರಾಜು ಕುರಿತು ಆಸಕ್ತ ಸರಬರಾಜುದಾರರಿಂದ ದರಪಟ್ಟಿ ಆಹ್ವಾನಿಸಲಾಗಿದೆ. ದರಪಟ್ಟಿಯನ್ನು ಮುಚ್ಚಿದ ಲಕೋಟೆಯಲ್ಲಿ ದಿನಾಂಕ: 07-03-2026 ರಂದು ಸಂಜೆ 4.00 ಗಂಟೆಯ ಒಳಗಾಗಿ ಸಲ್ಲಿಸಬೇಕು. ಹೆಚ್ಚಿನ ಮಾಹಿತಿಗಾಗಿ ಕಚೇರಿ ವೇಳೆಯಲ್ಲಿ ಸಂಪರ್ಕಿಸಬಹುದು. [1034, 1813, 1330, 1877]
swatch-light [1305, 2134, 1320, 2149]
headline-lecture-1: ಡಿಗ್ರೀ ಕಾಲೇಜಿನಲ್ಲಿ ಕ.ಸಾ.ಪ ದಿಂದ ವಿಶೇಷ ಉಪನ್ಯಾಸ. [608, 1358, 942, 1382]
continued-label: (ಒಂದನೇ ಪುಟದಿಂದ) [238, 136, 324, 150]
article-lover [1024, 758, 1340, 1340]
swatch-pale [1323, 2134, 1338, 2149]
article-murder-body: ಬೆಂಗಳೂರು,ಫೆ.28-ಯುವಕನೊಬ್ಬನ ಕೈಕಾಲು ಕಟ್ಟಿ ಬಾಯಿಗೆ ಟೇಪ್ ಸುತ್ತಿ ರಾಡ್‌ನಿಂದ ಹಲ್ಲೆ ಮಾಡಿ ಬರ್ಬರವಾಗಿ ಕೊಲೆ ಮಾಡಿರುವ ಘಟನೆ ಬಾಗಲಗುಂಟೆ ಪೊಲೀಸ್ ಠಾಣೆ ವ್ಯಾಪ್ತಿಯಲ್ಲಿ ನಡೆದಿದೆ. ವಿಜಯಬ್ಯಾಂಕ್ ಬಡಾವಣೆಯ ನಿವಾಸಿ ನಟರಾಜ್ ಅವರು ಬಾಡಿಗೆ ನೀಡಿದ್ದ ಮನೆಯಿಂದ ದುರ್ವಾಸನೆ ಬರುತ್ತಿದ್ದನ್ನು ಗಮನಿಸಿ ಸ್ಥಳೀಯರು ಪೊಲೀಸರಿಗೆ ಮಾಹಿತಿ ನೀಡಿದ್ದಾರೆ. ಕೊಳೆತ ಸ್ಥಿತಿಯಲ್ಲಿ ಯುವಕನ ಶವ ಪತ್ತೆಯಾಗಿದೆ. ಮೃತ ವ್ಯಕ್ತಿಯ ಗುರುತು ಇನ್ನೂ ಪತ್ತೆಯಾಗಿಲ್ಲ. ಮೃತದೇಹದ ಪರೀಕ್ಷೆಯಿಂದ ಈ ಮನೆಯನ್ನು ಮಾಲೀಕ ನಟರಾಜ್ ಅವರ ಬಳಿ ಎರಡು ತಿಂಗಳ ಹಿಂದೆ ಮೋಹನ್ ಕೃಷ್ಣ ಮತ್ತು ರಾಕೇಶ್ ಬಾಡಿಗೆಗೆ ಪಡೆದಿದ್ದರು. ರಾಕೇಶ್ ತಾನು ಸಿನಿಮಾ ಸಹ ನಿರ್ದೇಶಕ ಎಂದು ಹೇಳಿಕೊಂಡಿದ್ದು ಮನೆ ಮಾಲೀಕರ ಬಳಿ ಪರಿಚಯಿಸಿಕೊಂಡಿದ್ದನು. ಬಾಡಿಗೆ ಸಂಬಂಧ ಇನ್ನೂ ಅಗ್ರಿಮೆಂಟ್ ಮಾಡಿಸಬೇಕಿತ್ತು. ಮನೆಯ ಬಾಡಿಗೆ ಹಣವನ್ನು ಆರೋಪಿಗಳು ಕಳೆದ ತಿಂಗಳು ನೀಡಿರಲಿಲ್ಲ. ಹೀಗಾಗಿ ಮನೆಗೆ ಬಂದ ಮಾಲೀಕರು ಬಾಗಿಲು ಬಡಿದಾಗ ಯಾವುದೇ ಪ್ರತಿಕ್ರಿಯೆ ಬಂದಿಲ್ಲ. ಈ ಬಳಿಕ ನಟರಾಜ್ ಮನೆ ಬಳಿ ಬಂದಾಗ ಕೆಟ್ಟ ವಾಸನೆ ಬರುತ್ತಿದ್ದು ಬಾಗಿಲು ತೆರೆದು ನೋಡಿದಾಗ ಶವ ಕೊಳೆತ ಸ್ಥಿತಿಯಲ್ಲಿ ಪತ್ತೆಯಾಗಿದೆ. ಮಾಹಿತಿ ತಿಳಿದ ತಕ್ಷಣ ಸ್ಥಳಕ್ಕೆ ಭೇಟಿ ನೀಡಿದ ಪೊಲೀಸರು ಪರಿಶೀಲನೆ ನಡೆಸಿದ್ದಾರೆ. ಕೊಲೆಯಾದ ವ್ಯಕ್ತಿ ಯಾರು ಎಂಬುದು ಇನ್ನೂ ಗೊತ್ತಾಗಿಲ್ಲ. ಕೊಲೆಯಾದ ವ್ಯಕ್ತಿಯ ಗುರುತು ಪತ್ತೆ ಹಚ್ಚಿ ಆರೋಪಿಗಳ ಪತ್ತೆಗಾಗಿ ಬಲೆ ಬೀಸಲಾಗಿದೆ. ಮೃತದೇಹವನ್ನು ಮರಣೋತ್ತರ ಪರೀಕ್ಷೆಗೆ ಕಳುಹಿಸಲಾಗಿದೆ. ಬಾಗಲಗುಂಟೆ ಪೊಲೀಸ್ ಠಾಣೆಯಲ್ಲಿ ಪ್ರಕರಣ ದಾಖಲಾಗಿದ್ದು ತನಿಖೆ ಮುಂದುವರೆದಿದೆ. ಯಾವ ಕಾರಣಕ್ಕೆ ಕೊಲೆ ನಡೆದಿದೆ ಎಂಬುದು ತನಿಖೆಯಿಂದ ತಿಳಿದುಬರಬೇಕಿದೆ. [534, 186, 1340, 338]
headline-murder-wrap [534, 138, 1340, 182]
puc-col1 [1024, 1570, 1176, 1710]
headline-lecture-2: ಸಕಾರಾತ್ಮಕ ಮನೋಭಾವನೆ ಯಶಸ್ಸಿನ ಮೊದಲ ಸೋಪಾನ - ಎ.ಟಿ ಪಾಟೀಲ್ [545, 1394, 1005, 1418]
headline-lecture-wrap [534, 1352, 1016, 1428]
